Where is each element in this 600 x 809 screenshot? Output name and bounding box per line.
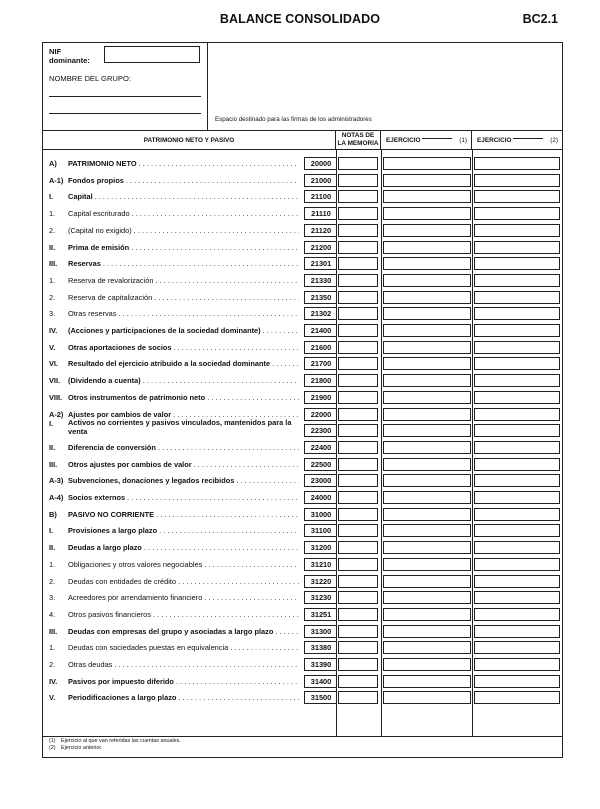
nif-label: NIF dominante:	[49, 47, 90, 65]
row-label: Reserva de revalorización . . .	[68, 276, 299, 285]
exercise-2-cell[interactable]	[474, 241, 560, 254]
exercise-2-cell[interactable]	[474, 424, 560, 437]
exercise-1-cell[interactable]	[383, 625, 471, 638]
notes-cell[interactable]	[338, 658, 378, 671]
exercise-2-cell[interactable]	[474, 224, 560, 237]
exercise-2-cell[interactable]	[474, 157, 560, 170]
table-row	[43, 508, 562, 522]
exercise-2-cell[interactable]	[474, 441, 560, 454]
exercise-1-cell[interactable]	[383, 408, 471, 421]
notes-cell[interactable]	[338, 441, 378, 454]
exercise-1-cell[interactable]	[383, 608, 471, 621]
row-code: 31251	[310, 609, 332, 619]
row-number: A)	[49, 159, 57, 168]
row-number: A-3)	[49, 476, 64, 486]
row-number: II.	[49, 442, 56, 452]
header-notes: NOTAS DE LA MEMORIA	[336, 131, 381, 150]
exercise-1-cell[interactable]	[383, 658, 471, 671]
row-number: II.	[49, 543, 56, 553]
row-number: 1.	[49, 643, 56, 653]
row-number: 2.	[49, 292, 56, 302]
exercise-2-cell[interactable]	[474, 458, 560, 471]
row-code: 21600	[310, 342, 332, 352]
row-code: 22300	[310, 426, 332, 436]
row-code: 21800	[310, 376, 332, 386]
exercise-1-cell[interactable]	[383, 224, 471, 237]
footnote-number: (1)	[49, 738, 56, 744]
exercise-1-cell[interactable]	[383, 157, 471, 170]
notes-cell[interactable]	[338, 324, 378, 337]
row-label: Prima de emisión . . .	[68, 243, 299, 252]
table-row	[43, 341, 562, 355]
row-code: 22000	[310, 409, 332, 419]
notes-cell[interactable]	[338, 474, 378, 487]
row-number: IV.	[49, 676, 58, 686]
exercise-1-cell[interactable]	[383, 307, 471, 320]
row-code: 31200	[310, 543, 332, 553]
company-info	[43, 43, 208, 130]
exercise-1-cell[interactable]	[383, 441, 471, 454]
header-exercise-2-num: (2)	[550, 137, 558, 144]
form-frame	[42, 42, 563, 758]
table-row	[43, 558, 562, 572]
exercise-1-cell[interactable]	[383, 591, 471, 604]
exercise-1-cell[interactable]	[383, 190, 471, 203]
exercise-2-cell[interactable]	[474, 374, 560, 387]
notes-cell[interactable]	[338, 508, 378, 521]
row-label: Activos no corrientes y pasivos vinculados, mantenidos para la venta	[68, 419, 292, 436]
notes-cell[interactable]	[338, 541, 378, 554]
exercise-2-cell[interactable]	[474, 341, 560, 354]
exercise-2-cell[interactable]	[474, 658, 560, 671]
notes-cell[interactable]	[338, 641, 378, 654]
row-code: 21302	[310, 309, 332, 319]
row-number: 1.	[49, 559, 56, 569]
notes-cell[interactable]	[338, 341, 378, 354]
footnote-text: Ejercicio anterior.	[61, 745, 103, 751]
table-row	[43, 307, 562, 321]
table-row	[43, 691, 562, 705]
row-label: Otras reservas . . .	[68, 309, 299, 318]
exercise-1-cell[interactable]	[383, 474, 471, 487]
notes-cell[interactable]	[338, 241, 378, 254]
row-label: Capital escriturado . . .	[68, 209, 299, 218]
exercise-2-cell[interactable]	[474, 691, 560, 704]
exercise-2-cell[interactable]	[474, 190, 560, 203]
table-row	[43, 391, 562, 405]
exercise-1-cell[interactable]	[383, 341, 471, 354]
notes-cell[interactable]	[338, 257, 378, 270]
row-code: 22400	[310, 442, 332, 452]
row-number: VIII.	[49, 392, 63, 402]
row-code: 21350	[310, 292, 332, 302]
row-number: V.	[49, 342, 56, 352]
row-number: IV.	[49, 326, 58, 335]
exercise-2-cell[interactable]	[474, 591, 560, 604]
row-code: 31100	[310, 526, 332, 536]
row-label: Fondos propios . . .	[68, 176, 299, 185]
row-number: III.	[49, 626, 58, 636]
table-row	[43, 658, 562, 672]
row-code: 31230	[310, 593, 332, 603]
table-row	[43, 575, 562, 589]
row-code: 21301	[310, 259, 332, 269]
row-code: 31220	[310, 576, 332, 586]
table-row	[43, 675, 562, 689]
row-number: V.	[49, 693, 56, 703]
row-code: 31000	[310, 509, 332, 519]
notes-cell[interactable]	[338, 207, 378, 220]
row-label: Diferencia de conversión . . .	[68, 443, 299, 452]
table-row	[43, 190, 562, 204]
row-label: (Acciones y participaciones de la sociedad dominante) . . .	[68, 326, 299, 335]
notes-cell[interactable]	[338, 174, 378, 187]
row-number: 2.	[49, 660, 56, 669]
row-code: 23000	[310, 476, 332, 486]
table-row	[43, 541, 562, 555]
row-code: 31210	[310, 559, 332, 569]
notes-cell[interactable]	[338, 357, 378, 370]
row-code: 31390	[310, 660, 332, 669]
group-name-label: NOMBRE DEL GRUPO:	[49, 74, 131, 83]
row-code: 22500	[310, 459, 332, 469]
table-row	[43, 207, 562, 221]
table-row	[43, 374, 562, 388]
group-name-line-2[interactable]	[49, 113, 201, 114]
notes-cell[interactable]	[338, 274, 378, 287]
table-row	[43, 491, 562, 505]
row-label: Ajustes por cambios de valor . . .	[68, 410, 299, 419]
row-code: 21330	[310, 275, 332, 285]
footnote	[49, 745, 181, 752]
row-number: 2.	[49, 576, 56, 586]
exercise-1-cell[interactable]	[383, 391, 471, 404]
row-label: PASIVO NO CORRIENTE . . .	[68, 510, 299, 519]
table-row	[43, 174, 562, 188]
notes-cell[interactable]	[338, 190, 378, 203]
page-title: BALANCE CONSOLIDADO	[219, 12, 381, 26]
row-label: Deudas a largo plazo . . .	[68, 543, 299, 552]
table-row	[43, 241, 562, 255]
notes-cell[interactable]	[338, 424, 378, 437]
header-exercise-1	[381, 131, 472, 150]
exercise-1-cell[interactable]	[383, 257, 471, 270]
row-code: 31500	[310, 693, 332, 703]
notes-cell[interactable]	[338, 625, 378, 638]
row-label: Deudas con entidades de crédito . . .	[68, 577, 299, 586]
notes-cell[interactable]	[338, 291, 378, 304]
exercise-2-cell[interactable]	[474, 274, 560, 287]
exercise-2-cell[interactable]	[474, 357, 560, 370]
table-header	[43, 131, 562, 150]
exercise-1-cell[interactable]	[383, 691, 471, 704]
exercise-2-cell[interactable]	[474, 474, 560, 487]
exercise-2-cell[interactable]	[474, 174, 560, 187]
table-row	[43, 357, 562, 371]
row-number: 1.	[49, 209, 56, 219]
exercise-2-cell[interactable]	[474, 291, 560, 304]
notes-cell[interactable]	[338, 224, 378, 237]
row-label: Otros ajustes por cambios de valor . . .	[68, 460, 299, 469]
form-code: BC2.1	[522, 12, 558, 26]
header-main: PATRIMONIO NETO Y PASIVO	[43, 131, 336, 150]
row-label: Resultado del ejercicio atribuido a la sociedad dominante . . .	[68, 359, 299, 368]
exercise-1-cell[interactable]	[383, 274, 471, 287]
exercise-1-cell[interactable]	[383, 524, 471, 537]
exercise-2-cell[interactable]	[474, 608, 560, 621]
table-row	[43, 441, 562, 455]
exercise-1-cell[interactable]	[383, 374, 471, 387]
row-label: (Capital no exigido) . . .	[68, 226, 299, 235]
footnote	[49, 738, 181, 745]
table-row	[43, 474, 562, 488]
notes-cell[interactable]	[338, 691, 378, 704]
table-row	[43, 324, 562, 338]
row-label: Otros pasivos financieros . . .	[68, 610, 299, 619]
row-label: PATRIMONIO NETO . . .	[68, 159, 299, 168]
exercise-2-cell[interactable]	[474, 391, 560, 404]
signature-note: Espacio destinado para las firmas de los administradores	[215, 116, 372, 123]
row-label: Otros instrumentos de patrimonio neto . . .	[68, 393, 299, 402]
row-label: Provisiones a largo plazo . . .	[68, 526, 299, 535]
row-code: 20000	[310, 159, 332, 168]
row-code: 21120	[310, 225, 332, 235]
exercise-2-cell[interactable]	[474, 491, 560, 504]
header-exercise-2	[472, 131, 562, 150]
row-code: 31380	[310, 643, 332, 653]
row-number: VII.	[49, 376, 61, 386]
table-row	[43, 274, 562, 288]
row-code: 24000	[310, 493, 332, 502]
exercise-1-cell[interactable]	[383, 491, 471, 504]
row-number: III.	[49, 459, 58, 469]
exercise-2-cell[interactable]	[474, 558, 560, 571]
table-row	[43, 224, 562, 238]
row-number: B)	[49, 509, 57, 519]
row-label: Reservas . . .	[68, 259, 299, 268]
table-row	[43, 291, 562, 305]
exercise-1-cell[interactable]	[383, 324, 471, 337]
table-row	[43, 608, 562, 622]
notes-cell[interactable]	[338, 608, 378, 621]
notes-cell[interactable]	[338, 558, 378, 571]
header-exercise-2-label: EJERCICIO	[477, 137, 512, 144]
exercise-2-cell[interactable]	[474, 541, 560, 554]
exercise-2-cell[interactable]	[474, 324, 560, 337]
row-number: VI.	[49, 359, 59, 369]
row-number: 4.	[49, 609, 56, 619]
notes-cell[interactable]	[338, 408, 378, 421]
table-row	[43, 458, 562, 472]
row-number: I.	[49, 192, 54, 202]
row-label: Periodificaciones a largo plazo . . .	[68, 693, 299, 702]
exercise-2-cell[interactable]	[474, 641, 560, 654]
row-code: 21900	[310, 392, 332, 402]
row-number: I.	[49, 419, 54, 429]
row-code: 21100	[310, 192, 332, 202]
row-label: Capital . . .	[68, 192, 299, 201]
row-number: 2.	[49, 225, 56, 235]
exercise-2-cell[interactable]	[474, 307, 560, 320]
row-code: 21200	[310, 242, 332, 252]
table-row	[43, 257, 562, 271]
exercise-1-cell[interactable]	[383, 207, 471, 220]
exercise-2-cell[interactable]	[474, 257, 560, 270]
header-exercise-1-blank	[422, 138, 452, 139]
table-row	[43, 524, 562, 538]
notes-cell[interactable]	[338, 458, 378, 471]
row-label: Obligaciones y otros valores negociables . . .	[68, 560, 299, 569]
group-name-line-1[interactable]	[49, 96, 201, 97]
row-number: II.	[49, 242, 56, 252]
row-number: A-1)	[49, 175, 64, 185]
row-label: Deudas con empresas del grupo y asociadas a largo plazo . . .	[68, 627, 299, 636]
row-number: 3.	[49, 309, 56, 319]
footnote-number: (2)	[49, 745, 56, 751]
notes-cell[interactable]	[338, 307, 378, 320]
exercise-1-cell[interactable]	[383, 291, 471, 304]
exercise-2-cell[interactable]	[474, 408, 560, 421]
exercise-1-cell[interactable]	[383, 541, 471, 554]
table-row	[43, 641, 562, 655]
footnotes	[49, 736, 181, 752]
table-row	[43, 157, 562, 171]
notes-cell[interactable]	[338, 157, 378, 170]
row-label: Reserva de capitalización . . .	[68, 293, 299, 302]
row-number: III.	[49, 259, 58, 269]
nif-input[interactable]	[104, 46, 200, 63]
row-code: 21110	[311, 209, 331, 219]
header-exercise-1-label: EJERCICIO	[386, 137, 421, 144]
exercise-1-cell[interactable]	[383, 675, 471, 688]
row-label: (Dividendo a cuenta) . . .	[68, 376, 299, 385]
notes-cell[interactable]	[338, 675, 378, 688]
row-number: A-4)	[49, 493, 64, 502]
row-code: 31300	[310, 626, 332, 636]
row-number: 1.	[49, 275, 56, 285]
row-label: Deudas con sociedades puestas en equivalencia . . .	[68, 643, 299, 652]
exercise-1-cell[interactable]	[383, 575, 471, 588]
row-number: A-2)	[49, 409, 64, 419]
row-number: 3.	[49, 593, 56, 603]
exercise-2-cell[interactable]	[474, 508, 560, 521]
exercise-2-cell[interactable]	[474, 675, 560, 688]
row-label: Acreedores por arrendamiento financiero . . .	[68, 593, 299, 602]
row-code: 21000	[310, 175, 332, 185]
identification-section	[43, 43, 562, 131]
row-label: Otras deudas . . .	[68, 660, 299, 669]
table-row	[43, 591, 562, 605]
exercise-1-cell[interactable]	[383, 241, 471, 254]
row-code: 31400	[310, 676, 332, 686]
row-label: Otras aportaciones de socios . . .	[68, 343, 299, 352]
footnote-text: Ejercicio al que van referidas las cuentas anuales.	[61, 738, 181, 744]
exercise-1-cell[interactable]	[383, 357, 471, 370]
exercise-2-cell[interactable]	[474, 625, 560, 638]
notes-cell[interactable]	[338, 374, 378, 387]
table-row	[43, 625, 562, 639]
exercise-1-cell[interactable]	[383, 424, 471, 437]
row-label: Subvenciones, donaciones y legados recibidos . . .	[68, 476, 299, 485]
row-number: I.	[49, 526, 54, 536]
exercise-1-cell[interactable]	[383, 641, 471, 654]
exercise-1-cell[interactable]	[383, 508, 471, 521]
row-label: Pasivos por impuesto diferido . . .	[68, 677, 299, 686]
table-row	[43, 419, 562, 438]
row-code: 21700	[310, 359, 332, 369]
exercise-1-cell[interactable]	[383, 558, 471, 571]
notes-cell[interactable]	[338, 524, 378, 537]
exercise-2-cell[interactable]	[474, 524, 560, 537]
exercise-1-cell[interactable]	[383, 458, 471, 471]
header-exercise-1-num: (1)	[459, 137, 467, 144]
row-code: 21400	[310, 326, 332, 335]
notes-cell[interactable]	[338, 491, 378, 504]
exercise-1-cell[interactable]	[383, 174, 471, 187]
exercise-2-cell[interactable]	[474, 575, 560, 588]
exercise-2-cell[interactable]	[474, 207, 560, 220]
notes-cell[interactable]	[338, 591, 378, 604]
header-exercise-2-blank	[513, 138, 543, 139]
notes-cell[interactable]	[338, 575, 378, 588]
row-label: Socios externos . . .	[68, 493, 299, 502]
notes-cell[interactable]	[338, 391, 378, 404]
